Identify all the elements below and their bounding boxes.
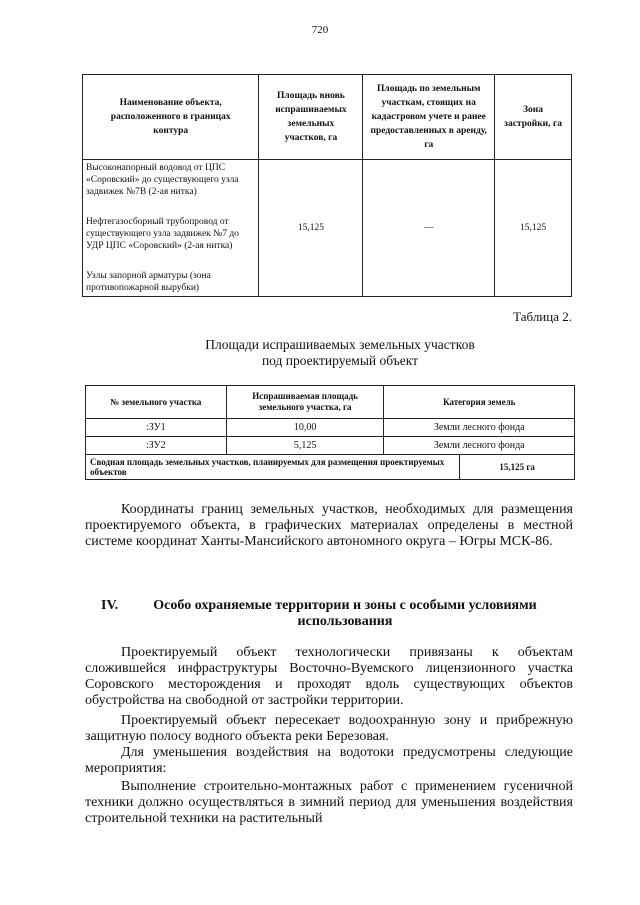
coordinates-paragraph: [85, 502, 573, 550]
table-caption: Таблица 2.: [513, 309, 572, 324]
measures-paragraph: [85, 745, 573, 777]
header-cadastral-area: Площадь по земельным участкам, стоящих на кадастровом учете и ранее предоставленных в аренду, га: [363, 75, 495, 160]
section-title: Особо охраняемые территории и зоны с особыми условиями использования: [153, 598, 537, 629]
paragraph-text: Проектируемый объект пересекает водоохранную зону и прибрежную защитную полосу водного объекта реки Березовая.: [85, 713, 573, 744]
plot-category: Земли лесного фонда: [384, 437, 575, 455]
section-number: IV.: [101, 598, 119, 613]
plot-area: 5,125: [226, 437, 384, 455]
section-heading: [85, 598, 573, 630]
zone-area-value: 15,125: [495, 160, 572, 297]
header-object-name: Наименование объекта, расположенного в границах контура: [83, 75, 259, 160]
object-name: Высоконапорный водовод от ЦПС «Соровский» до существующего узла задвижек №7В (2-ая нитка): [86, 163, 239, 197]
object-name: Узлы запорной арматуры (зона противопожарной вырубки): [86, 271, 211, 293]
header-land-category: Категория земель: [384, 386, 575, 419]
table-title-line: под проектируемый объект: [261, 353, 419, 368]
page-number: 720: [311, 24, 329, 36]
paragraph-text: Выполнение строительно-монтажных работ с применением гусеничной техники должно осуществляться в зимний период для уменьшения воздействия строительной техники на растительный: [85, 779, 573, 826]
plot-id: :ЗУ2: [86, 437, 227, 455]
objects-table-row: [83, 160, 572, 297]
cadastral-area-value: —: [363, 160, 495, 297]
objects-table: [82, 74, 572, 297]
table-title-line: Площади испрашиваемых земельных участков: [205, 337, 475, 352]
works-paragraph: [85, 779, 573, 827]
crossing-paragraph: [85, 713, 573, 745]
object-names-cell: [83, 160, 259, 297]
summary-value: 15,125 га: [460, 455, 575, 480]
land-plots-header: [86, 386, 575, 419]
header-plot-area: Испрашиваемая площадь земельного участка, га: [226, 386, 384, 419]
land-plots-table: [85, 385, 575, 480]
paragraph-text: Для уменьшения воздействия на водотоки предусмотрены следующие мероприятия:: [85, 745, 573, 776]
header-plot-number: № земельного участка: [86, 386, 227, 419]
header-new-area: Площадь вновь испрашиваемых земельных участков, га: [259, 75, 363, 160]
object-name: Нефтегазосборный трубопровод от существующего узла задвижек №7 до УДР ЦПС «Соровский» (2-ая нитка): [86, 217, 239, 251]
table-title: [0, 337, 640, 369]
table-row: [86, 437, 575, 455]
header-zone-area: Зона застройки, га: [495, 75, 572, 160]
paragraph-text: Координаты границ земельных участков, необходимых для размещения проектируемого объекта, в графических материалах определены в местной системе координат Ханты-Мансийского автономного округа – Югры МСК-86.: [85, 502, 573, 549]
table-row: [86, 419, 575, 437]
summary-label: Сводная площадь земельных участков, планируемых для размещения проектируемых объектов: [86, 455, 460, 480]
paragraph-text: Проектируемый объект технологически привязаны к объектам сложившейся инфраструктуры Восточно-Вуемского лицензионного участка Соровского месторождения и проходят вдоль существующих объектов обустройства на свободной от застройки территории.: [85, 645, 573, 708]
plot-category: Земли лесного фонда: [384, 419, 575, 437]
infrastructure-paragraph: [85, 645, 573, 709]
new-area-value: 15,125: [259, 160, 363, 297]
plot-id: :ЗУ1: [86, 419, 227, 437]
summary-row: [86, 455, 575, 480]
plot-area: 10,00: [226, 419, 384, 437]
objects-table-header: [83, 75, 572, 160]
